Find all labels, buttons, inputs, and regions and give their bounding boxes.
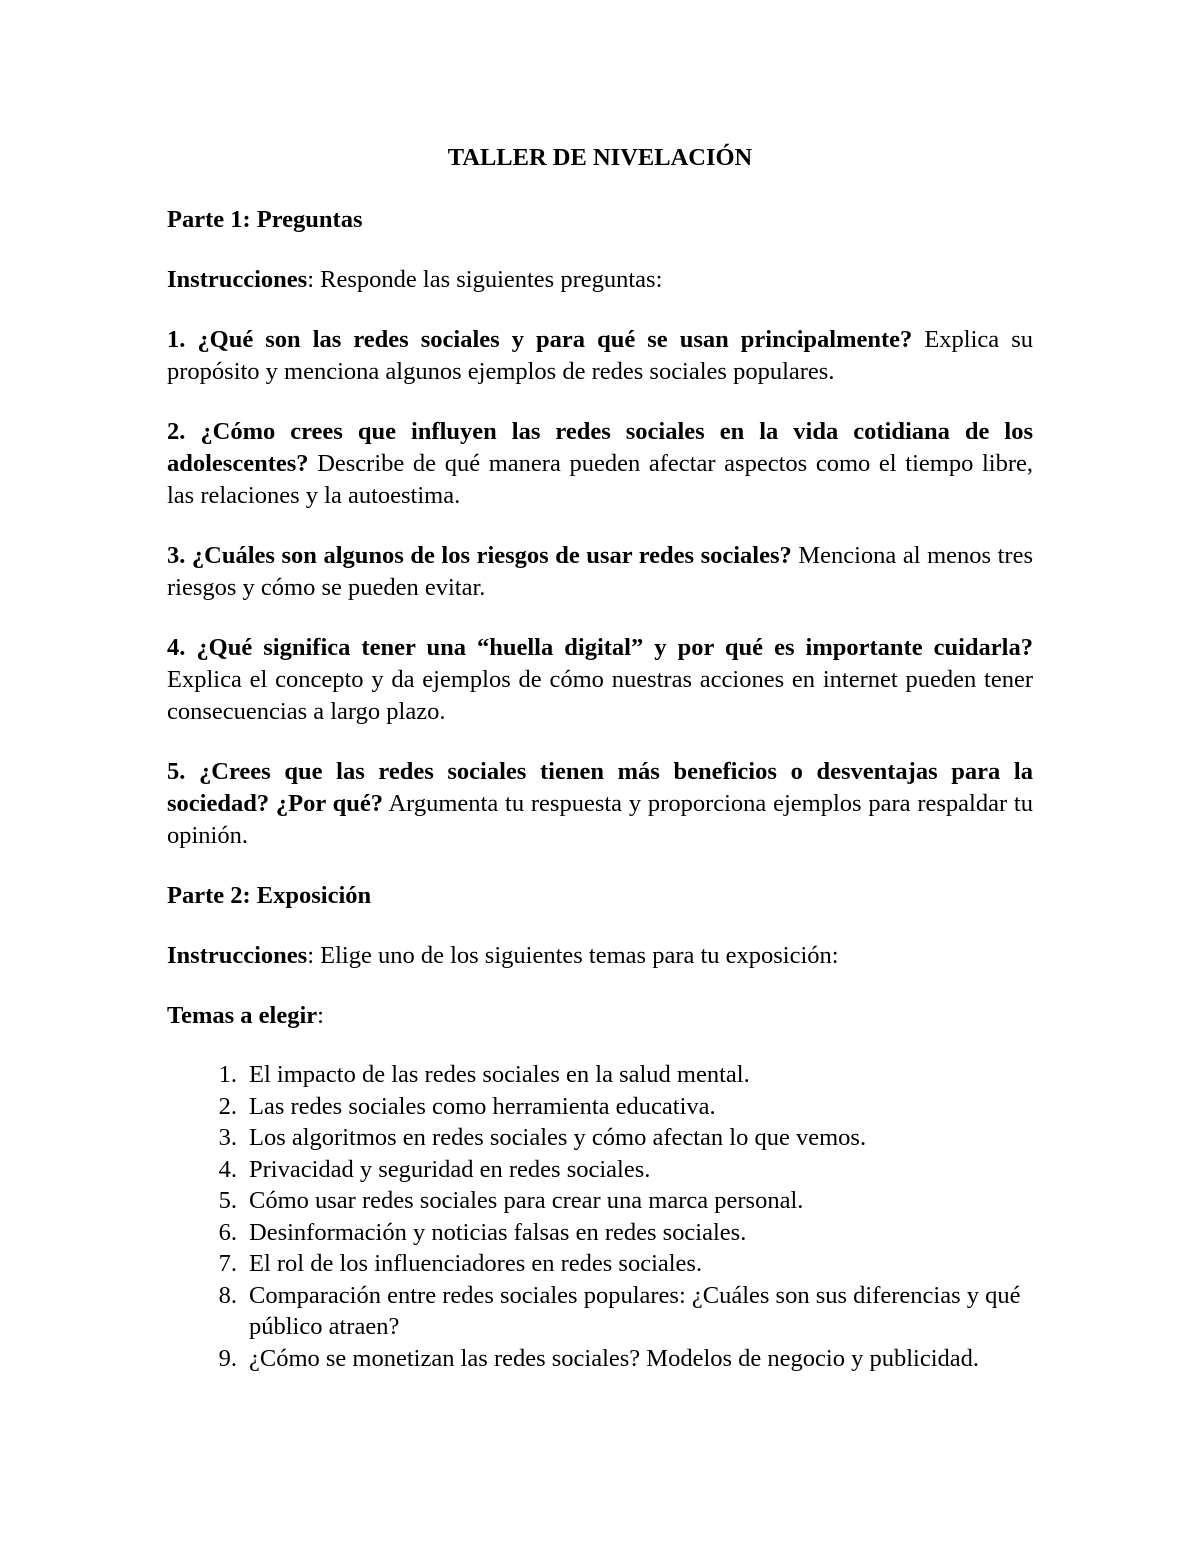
list-item — [167, 1248, 1033, 1280]
question-2-detail: Describe de qué manera pueden afectar aspectos como el tiempo libre, las relaciones y la autoestima. — [167, 450, 1033, 509]
question-1-prompt: 1. ¿Qué son las redes sociales y para qué se usan principalmente? — [167, 326, 913, 353]
question-3-detail: Menciona al menos tres riesgos y cómo se pueden evitar. — [167, 542, 1033, 601]
part2-heading: Parte 2: Exposición — [167, 882, 372, 909]
topic-number: 8. — [218, 1281, 237, 1309]
topics-list — [167, 1059, 1033, 1374]
list-item — [167, 1154, 1033, 1186]
topic-text: Cómo usar redes sociales para crear una marca personal. — [249, 1187, 804, 1214]
topic-text — [237, 1059, 750, 1091]
topic-text: El rol de los influenciadores en redes sociales. — [249, 1250, 703, 1277]
topics-colon: : — [317, 1002, 324, 1029]
question-2-prompt: 2. ¿Cómo crees que influyen las redes sociales en la vida cotidiana de los adolescentes? — [167, 418, 1033, 477]
list-item — [167, 1059, 1033, 1091]
topic-number: 4. — [218, 1155, 237, 1183]
question-5-prompt: 5. ¿Crees que las redes sociales tienen más beneficios o desventajas para la sociedad? ¿Por qué? — [167, 758, 1033, 817]
topic-text: ¿Cómo se monetizan las redes sociales? Modelos de negocio y publicidad. — [249, 1344, 980, 1372]
part2-instructions-label: Instrucciones — [167, 942, 308, 969]
topics-heading — [167, 1000, 1033, 1032]
part1-instructions-text: : Responde las siguientes preguntas: — [307, 266, 663, 293]
topics-label: Temas a elegir — [167, 1002, 318, 1029]
topic-number: 1. — [218, 1061, 237, 1088]
question-3 — [167, 540, 1033, 604]
question-1-detail: Explica su propósito y menciona algunos ejemplos de redes sociales populares. — [167, 326, 1033, 385]
question-4 — [167, 632, 1033, 728]
document-page — [167, 130, 1033, 1374]
question-4-detail: Explica el concepto y da ejemplos de cómo nuestras acciones en internet pueden tener consecuencias a largo plazo. — [167, 666, 1033, 725]
topic-text-content: El impacto de las redes sociales en la salud mental. — [249, 1061, 750, 1088]
document-title: TALLER DE NIVELACIÓN — [447, 144, 753, 171]
part1-instructions — [167, 264, 1033, 296]
topic-number: 9. — [218, 1344, 237, 1372]
topic-text: Privacidad y seguridad en redes sociales. — [249, 1155, 651, 1183]
part2-instructions-text: : Elige uno de los siguientes temas para tu exposición: — [307, 942, 839, 969]
part2-instructions — [167, 940, 1033, 972]
topic-text: Desinformación y noticias falsas en redes sociales. — [249, 1218, 747, 1246]
list-item — [167, 1091, 1033, 1123]
question-3-prompt: 3. ¿Cuáles son algunos de los riesgos de usar redes sociales? — [167, 542, 792, 569]
question-2 — [167, 416, 1033, 512]
list-item — [167, 1122, 1033, 1154]
topic-number: 3. — [218, 1124, 237, 1151]
question-5 — [167, 756, 1033, 852]
part1-heading: Parte 1: Preguntas — [167, 206, 363, 233]
list-item — [167, 1280, 1033, 1343]
topic-text: Las redes sociales como herramienta educativa. — [249, 1092, 716, 1120]
list-item — [167, 1185, 1033, 1217]
question-4-prompt: 4. ¿Qué significa tener una “huella digital” y por qué es importante cuidarla? — [167, 634, 1033, 661]
part1-instructions-label: Instrucciones — [167, 266, 308, 293]
topic-number: 2. — [218, 1092, 237, 1120]
topic-text: Los algoritmos en redes sociales y cómo afectan lo que vemos. — [249, 1124, 867, 1151]
list-item — [167, 1217, 1033, 1249]
topic-number: 5. — [218, 1187, 237, 1214]
topic-number: 7. — [218, 1250, 237, 1277]
question-5-detail: Argumenta tu respuesta y proporciona ejemplos para respaldar tu opinión. — [167, 790, 1033, 849]
list-item — [167, 1343, 1033, 1375]
topic-number: 6. — [218, 1218, 237, 1246]
topic-text: Comparación entre redes sociales populares: ¿Cuáles son sus diferencias y qué público atraen? — [249, 1281, 1021, 1340]
question-1 — [167, 324, 1033, 388]
